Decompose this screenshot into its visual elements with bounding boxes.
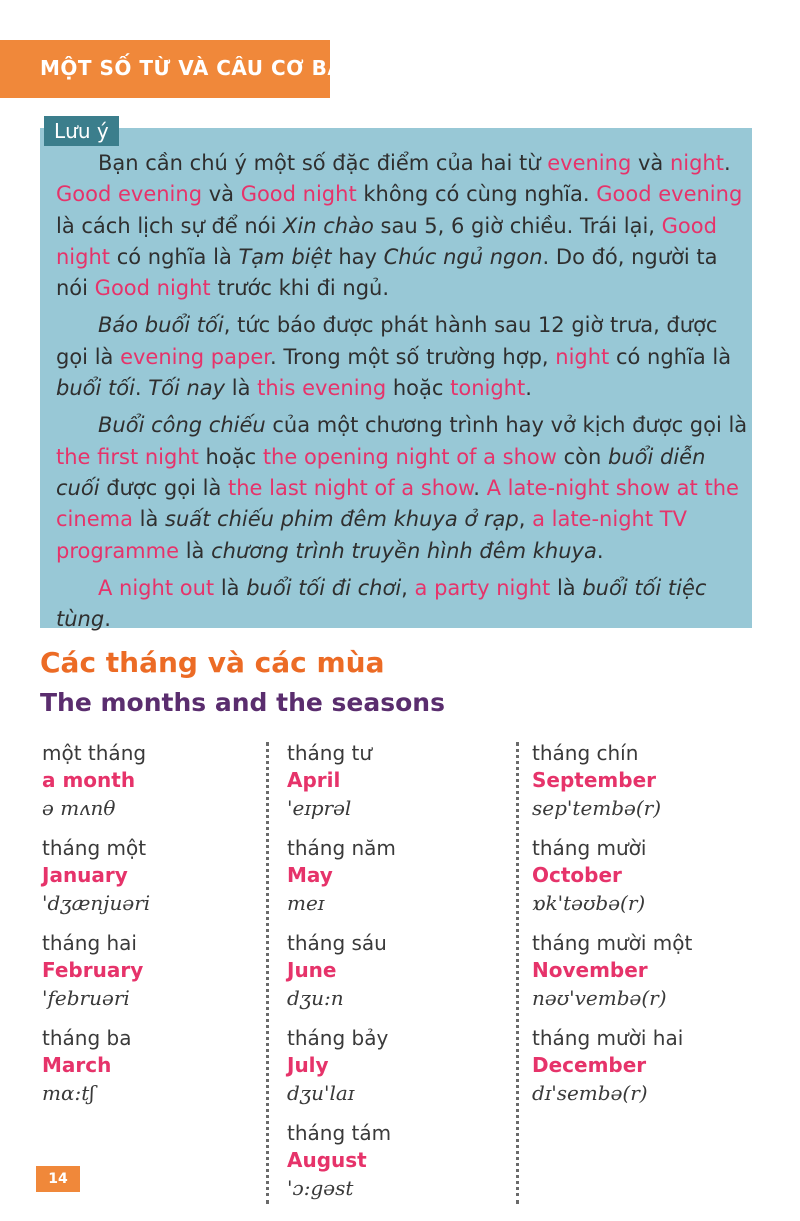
italic-term: suất chiếu phim đêm khuya ở rạp (165, 507, 519, 532)
text-run: và (202, 182, 241, 207)
highlighted-term: night (555, 344, 610, 369)
vocab-vietnamese: tháng bảy (287, 1026, 389, 1050)
text-run: được gọi là (99, 475, 228, 500)
vocab-entry (532, 930, 752, 1025)
text-run: có nghĩa là (110, 244, 239, 269)
vocab-english: January (42, 863, 128, 887)
vocab-pronunciation: sep'tembə(r) (532, 796, 662, 820)
vocab-english: October (532, 863, 622, 887)
text-run: . (473, 475, 487, 500)
italic-term: Chúc ngủ ngon (383, 244, 543, 269)
italic-term: Tối nay (148, 376, 226, 401)
text-run: hoặc (386, 376, 451, 401)
text-run: . (723, 151, 731, 175)
text-run: còn (556, 444, 608, 469)
text-run: . (525, 376, 532, 401)
vocab-vietnamese: một tháng (42, 741, 147, 765)
text-run: là cách lịch sự để nói (56, 213, 284, 238)
text-run: là (132, 507, 165, 532)
vocab-pronunciation: 'eɪprəl (287, 796, 352, 820)
vocab-english: a month (42, 768, 136, 792)
text-run: , tức báo được phát hành sau 12 giờ trưa, được gọi là (56, 313, 718, 369)
vocab-entry (532, 740, 752, 835)
vocab-pronunciation: dɪ'sembə(r) (532, 1081, 648, 1105)
page-number: 14 (36, 1166, 80, 1192)
vocab-english: December (532, 1053, 647, 1077)
highlighted-term: evening (547, 151, 632, 175)
vocab-english: July (287, 1053, 329, 1077)
text-run: . (596, 538, 604, 563)
column-divider (516, 742, 519, 1204)
text-run: hoặc (198, 444, 263, 469)
vocab-entry (42, 930, 262, 1025)
section-title-en: The months and the seasons (40, 688, 445, 717)
vocab-pronunciation: meɪ (287, 891, 325, 915)
vocab-vietnamese: tháng mười hai (532, 1026, 684, 1050)
vocab-pronunciation: 'februəri (42, 986, 130, 1010)
vocab-english: September (532, 768, 656, 792)
text-run: và (631, 151, 670, 175)
note-body (56, 148, 750, 641)
highlighted-term: Good night (94, 276, 211, 301)
text-run: . Trong một số trường hợp, (269, 344, 556, 369)
text-run: Bạn cần chú ý một số đặc điểm của hai từ (98, 151, 548, 175)
highlighted-term: night (669, 151, 724, 175)
italic-term: chương trình truyền hình đêm khuya (211, 538, 597, 563)
vocab-column-2 (287, 740, 507, 1215)
vocab-column-1 (42, 740, 262, 1120)
highlighted-term: a party night (414, 575, 551, 600)
vocab-vietnamese: tháng mười (532, 836, 647, 860)
highlighted-term: evening paper (120, 344, 270, 369)
text-run: hay (331, 244, 384, 269)
text-run: . (104, 607, 111, 632)
vocab-vietnamese: tháng mười một (532, 931, 693, 955)
italic-term: buổi tối (56, 376, 135, 401)
vocab-pronunciation: nəʊ'vembə(r) (532, 986, 667, 1010)
vocab-entry (287, 930, 507, 1025)
highlighted-term: A late-night show at the cinema (56, 475, 739, 532)
vocab-entry (42, 740, 262, 835)
highlighted-term: A night out (98, 575, 215, 600)
vocab-entry (287, 835, 507, 930)
highlighted-term: a late-night TV programme (56, 507, 687, 563)
vocab-english: February (42, 958, 144, 982)
vocab-entry (287, 740, 507, 835)
italic-term: buổi tối đi chơi (246, 575, 402, 600)
highlighted-term: the opening night of a show (262, 444, 557, 469)
vocab-pronunciation: dʒu'laɪ (287, 1081, 355, 1105)
italic-term: Tạm biệt (238, 244, 332, 269)
vocab-entry (532, 1025, 752, 1120)
vocab-vietnamese: tháng một (42, 836, 147, 860)
vocab-entry (287, 1025, 507, 1120)
note-paragraph-3 (56, 410, 750, 566)
vocab-pronunciation: mɑ:tʃ (42, 1081, 95, 1105)
highlighted-term: this evening (257, 376, 387, 401)
vocab-vietnamese: tháng sáu (287, 931, 387, 955)
italic-term: Báo buổi tối (98, 313, 224, 338)
text-run: của một chương trình hay vở kịch được gọi là (265, 413, 748, 438)
text-run: không có cùng nghĩa. (356, 182, 597, 207)
highlighted-term: Good evening (596, 182, 743, 207)
vocab-pronunciation: ɒk'təʊbə(r) (532, 891, 646, 915)
highlighted-term: Good night (56, 213, 717, 269)
section-title-vi: Các tháng và các mùa (40, 646, 385, 679)
chapter-title: MỘT SỐ TỪ VÀ CÂU CƠ BẢN (40, 56, 361, 80)
highlighted-term: Good evening (56, 182, 203, 207)
highlighted-term: Good night (240, 182, 357, 207)
vocab-vietnamese: tháng ba (42, 1026, 132, 1050)
note-paragraph-4 (56, 573, 750, 636)
text-run: sau 5, 6 giờ chiều. Trái lại, (373, 213, 662, 238)
vocab-english: March (42, 1053, 112, 1077)
vocab-column-3 (532, 740, 752, 1120)
vocab-vietnamese: tháng tư (287, 741, 373, 765)
text-run: là (225, 376, 258, 401)
note-paragraph-1 (56, 148, 750, 304)
vocab-pronunciation: ə mʌnθ (42, 796, 116, 820)
italic-term: Buổi công chiếu (98, 413, 266, 438)
text-run: . (134, 376, 149, 401)
text-run: , (401, 575, 415, 600)
vocab-vietnamese: tháng năm (287, 836, 396, 860)
text-run: là (550, 575, 583, 600)
text-run: trước khi đi ngủ. (210, 276, 390, 301)
text-run: là (214, 575, 247, 600)
vocab-pronunciation: 'dʒænjuəri (42, 891, 151, 915)
highlighted-term: tonight (450, 376, 526, 401)
vocab-entry (532, 835, 752, 930)
vocab-vietnamese: tháng tám (287, 1121, 392, 1145)
note-tag: Lưu ý (44, 116, 119, 146)
vocab-english: April (287, 768, 341, 792)
vocab-english: August (287, 1148, 367, 1172)
text-run: là (179, 538, 212, 563)
vocab-entry (42, 835, 262, 930)
vocab-vietnamese: tháng chín (532, 741, 639, 765)
text-run: , (518, 507, 533, 532)
italic-term: Xin chào (283, 213, 374, 238)
highlighted-term: the last night of a show (228, 475, 474, 500)
vocab-entry (42, 1025, 262, 1120)
vocab-english: June (287, 958, 337, 982)
italic-term: buổi tối tiệc tùng (56, 575, 707, 632)
column-divider (266, 742, 269, 1204)
vocab-english: November (532, 958, 648, 982)
text-run: có nghĩa là (609, 344, 732, 369)
vocab-pronunciation: dʒu:n (287, 986, 344, 1010)
vocab-entry (287, 1120, 507, 1215)
note-paragraph-2 (56, 310, 750, 404)
italic-term: buổi diễn cuối (56, 444, 706, 500)
highlighted-term: the first night (56, 444, 199, 469)
vocab-english: May (287, 863, 333, 887)
vocab-vietnamese: tháng hai (42, 931, 137, 955)
text-run: . Do đó, người ta nói (56, 244, 718, 301)
vocab-pronunciation: 'ɔ:gəst (287, 1176, 354, 1200)
